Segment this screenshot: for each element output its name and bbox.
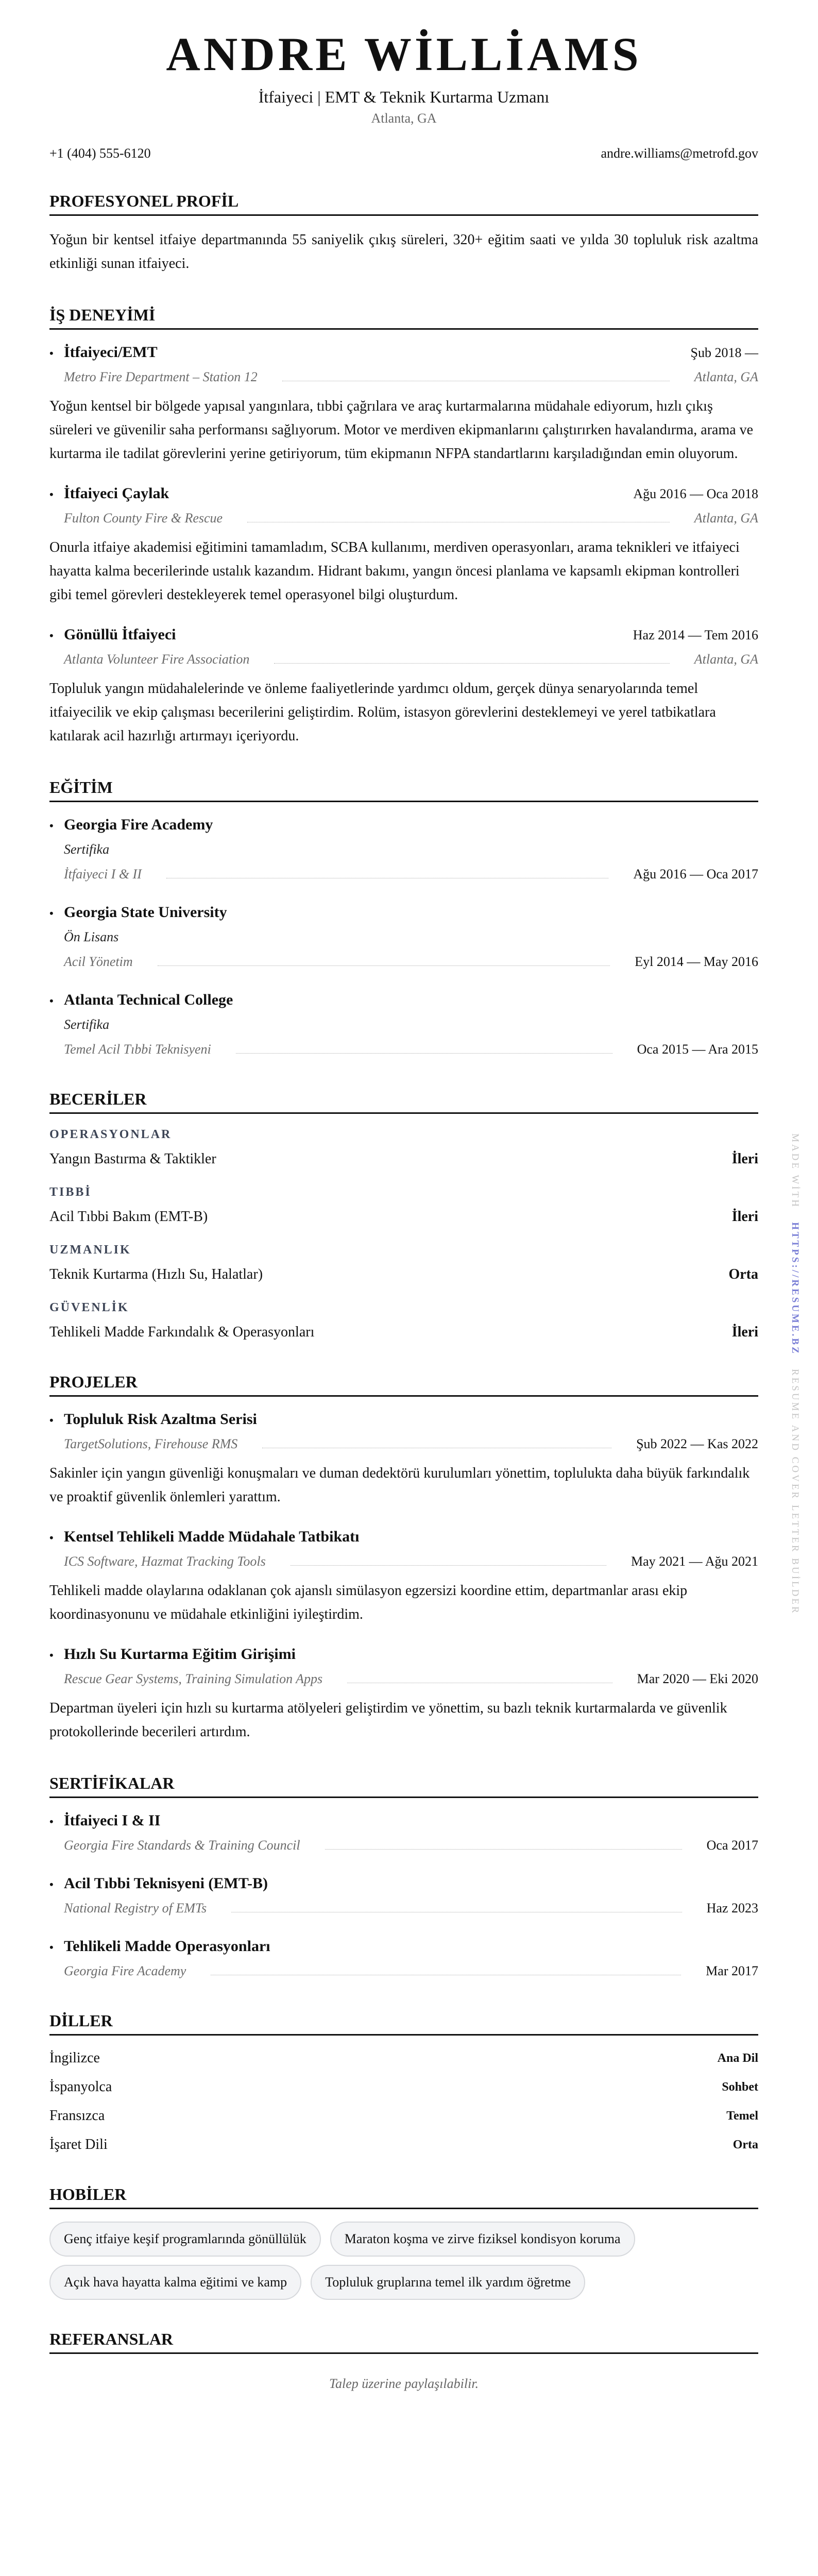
language-name: İspanyolca (49, 2079, 112, 2095)
field-of-study: İtfaiyeci I & II (64, 867, 142, 882)
company: Atlanta Volunteer Fire Association (64, 652, 250, 667)
location: Atlanta, GA (371, 111, 437, 126)
email[interactable]: andre.williams@metrofd.gov (601, 146, 758, 161)
degree: Sertifika (64, 1017, 110, 1032)
dates: May 2021 — Ağu 2021 (631, 1554, 758, 1569)
dates: Şub 2018 — (690, 345, 758, 360)
degree: Ön Lisans (64, 929, 119, 944)
project-tools: TargetSolutions, Firehouse RMS (64, 1436, 238, 1451)
project-entry (49, 1409, 758, 1509)
position-title: Gönüllü İtfaiyeci (64, 626, 176, 643)
project-title: Hızlı Su Kurtarma Eğitim Girişimi (64, 1646, 296, 1663)
language-row (49, 2134, 758, 2155)
dates: Haz 2014 — Tem 2016 (633, 628, 758, 642)
project-description: Sakinler için yangın güvenliği konuşmaları ve duman dedektörü kurulumları yönettim, toplulukta daha büyük farkındalık ve proaktif güvenlik önlemleri yarattım. (49, 1465, 750, 1505)
language-name: İngilizce (49, 2050, 100, 2066)
dotted-leader (274, 663, 669, 664)
bullet-icon: • (49, 629, 54, 642)
bullet-icon: • (49, 994, 54, 1007)
bullet-icon: • (49, 1815, 54, 1828)
certification-entry (49, 1936, 758, 1981)
project-entry (49, 1644, 758, 1744)
project-description: Departman üyeleri için hızlı su kurtarma atölyeleri geliştirdim ve yönettim, su bazlı teknik kurtarmalarda ve güvenlik protokollerinde becerileri artırdım. (49, 1700, 727, 1740)
experience-entry (49, 624, 758, 748)
dotted-leader (325, 1849, 682, 1850)
dotted-leader (291, 1565, 606, 1566)
job-location: Atlanta, GA (694, 652, 758, 667)
degree: Sertifika (64, 842, 110, 857)
dates: Eyl 2014 — May 2016 (635, 954, 758, 969)
language-row (49, 2077, 758, 2097)
section-heading-experience: İŞ DENEYİMİ (49, 304, 758, 330)
date: Haz 2023 (706, 1901, 758, 1916)
profile-summary: Yoğun bir kentsel itfaiye departmanında 55 saniyelik çıkış süreleri, 320+ eğitim saati ve yılda 30 topluluk risk azaltma etkinliği sunan itfaiyeci. (49, 232, 758, 272)
skill-category: GÜVENLİK (49, 1301, 129, 1314)
position-title: İtfaiyeci/EMT (64, 344, 158, 361)
experience-entry (49, 342, 758, 466)
issuer: Georgia Fire Academy (64, 1963, 186, 1978)
language-name: İşaret Dili (49, 2137, 108, 2153)
section-heading-profile: PROFESYONEL PROFİL (49, 191, 758, 216)
company: Fulton County Fire & Rescue (64, 511, 223, 526)
bullet-icon: • (49, 1649, 54, 1662)
certification-entry (49, 1873, 758, 1919)
language-row (49, 2048, 758, 2069)
education-entry (49, 990, 758, 1060)
section-heading-skills: BECERİLER (49, 1089, 758, 1114)
certification-entry (49, 1810, 758, 1856)
skill-level: Orta (728, 1266, 758, 1282)
job-description: Onurla itfaiye akademisi eğitimini tamamladım, SCBA kullanımı, merdiven operasyonları, arama teknikleri ve itfaiyeci hayatta kalma becerilerinde ustalık kazandım. Hidrant bakımı, yangın öncesi planlama ve kapsamlı ekipman kontrolleri gibi temel görevleri destekleyerek temel operasyonel bilgi oluşturdum. (49, 539, 740, 603)
language-level: Orta (732, 2138, 758, 2151)
education-entry (49, 815, 758, 885)
bullet-icon: • (49, 907, 54, 920)
project-title: Topluluk Risk Azaltma Serisi (64, 1411, 257, 1428)
project-title: Kentsel Tehlikeli Madde Müdahale Tatbikatı (64, 1528, 360, 1545)
bullet-icon: • (49, 819, 54, 832)
section-projects (49, 1371, 758, 1744)
job-description: Yoğun kentsel bir bölgede yapısal yangınlara, tıbbi çağrılara ve araç kurtarmalarına müdahale ediyorum, hızlı çıkış süreleri ve güvenilir saha performansı sağlıyorum. Motor ve merdiven ekipmanlarını çalıştırırken havalandırma, arama ve kurtarma ile tadilat görevlerini yerine getiriyorum, tüm ekipmanın NFPA standartlarını karşıladığından emin oluyorum. (49, 398, 754, 462)
skill-category: OPERASYONLAR (49, 1128, 172, 1141)
language-level: Ana Dil (717, 2052, 758, 2065)
section-heading-projects: PROJELER (49, 1371, 758, 1397)
section-certifications (49, 1773, 758, 1981)
dates: Ağu 2016 — Oca 2018 (633, 486, 758, 501)
skill-group (49, 1184, 758, 1227)
certification-title: Acil Tıbbi Teknisyeni (EMT-B) (64, 1875, 268, 1892)
section-education (49, 777, 758, 1060)
hobby-chip: Genç itfaiye keşif programlarında gönüllülük (49, 2222, 321, 2257)
watermark-prefix: MADE WİTH (790, 1133, 800, 1209)
section-references (49, 2329, 758, 2393)
education-entry (49, 902, 758, 972)
bullet-icon: • (49, 1941, 54, 1954)
section-heading-hobbies: HOBİLER (49, 2184, 758, 2209)
skill-group (49, 1126, 758, 1170)
watermark (787, 1133, 803, 1615)
language-row (49, 2106, 758, 2126)
phone[interactable]: +1 (404) 555-6120 (49, 146, 151, 161)
bullet-icon: • (49, 1531, 54, 1544)
skill-level: İleri (731, 1209, 758, 1225)
language-name: Fransızca (49, 2108, 105, 2124)
hobby-chip: Maraton koşma ve zirve fiziksel kondisyon koruma (330, 2222, 635, 2257)
school-name: Georgia Fire Academy (64, 816, 213, 833)
hobby-chip-row (49, 2265, 758, 2300)
dates: Mar 2020 — Eki 2020 (637, 1671, 758, 1686)
dotted-leader (158, 965, 610, 966)
language-level: Temel (726, 2109, 758, 2123)
section-heading-references: REFERANSLAR (49, 2329, 758, 2354)
section-languages (49, 2010, 758, 2155)
date: Oca 2017 (706, 1838, 758, 1853)
skill-group (49, 1299, 758, 1343)
job-location: Atlanta, GA (694, 511, 758, 526)
watermark-link[interactable]: HTTPS://RESUME.BZ (790, 1222, 800, 1355)
position-title: İtfaiyeci Çaylak (64, 485, 169, 502)
bullet-icon: • (49, 1878, 54, 1891)
experience-entry (49, 483, 758, 607)
section-hobbies (49, 2184, 758, 2300)
skill-name: Yangın Bastırma & Taktikler (49, 1151, 216, 1167)
certification-title: İtfaiyeci I & II (64, 1812, 161, 1829)
dotted-leader (236, 1053, 612, 1054)
bullet-icon: • (49, 347, 54, 360)
section-heading-languages: DİLLER (49, 2010, 758, 2036)
school-name: Atlanta Technical College (64, 991, 233, 1008)
hobby-chip: Açık hava hayatta kalma eğitimi ve kamp (49, 2265, 301, 2300)
candidate-name: ANDRE WİLLİAMS (166, 28, 642, 80)
references-note: Talep üzerine paylaşılabilir. (329, 2376, 479, 2391)
skill-group (49, 1242, 758, 1285)
bullet-icon: • (49, 488, 54, 501)
company: Metro Fire Department – Station 12 (64, 369, 258, 384)
bullet-icon: • (49, 1414, 54, 1427)
certification-title: Tehlikeli Madde Operasyonları (64, 1938, 270, 1955)
dates: Şub 2022 — Kas 2022 (636, 1436, 758, 1451)
school-name: Georgia State University (64, 904, 227, 921)
section-profile (49, 191, 758, 276)
job-description: Topluluk yangın müdahalelerinde ve önleme faaliyetlerinde yardımcı oldum, gerçek dünya senaryolarında temel itfaiyecilik ve ekip çalışması becerilerini geliştirdim. Rolüm, istasyon görevlerini desteklemeyi ve yerel tatbikatlara katılarak acil hazırlığı artırmayı içeriyordu. (49, 681, 716, 744)
skill-category: TIBBİ (49, 1185, 92, 1199)
dates: Oca 2015 — Ara 2015 (637, 1042, 758, 1057)
project-tools: Rescue Gear Systems, Training Simulation Apps (64, 1671, 323, 1686)
dates: Ağu 2016 — Oca 2017 (633, 867, 758, 882)
job-title: İtfaiyeci | EMT & Teknik Kurtarma Uzmanı (258, 88, 550, 106)
hobby-chip: Topluluk gruplarına temel ilk yardım öğretme (311, 2265, 585, 2300)
watermark-suffix: RESUME AND COVER LETTER BUİLDER (790, 1369, 800, 1615)
skill-category: UZMANLIK (49, 1243, 131, 1257)
section-experience (49, 304, 758, 748)
date: Mar 2017 (706, 1963, 758, 1978)
contact-row (49, 145, 758, 162)
job-location: Atlanta, GA (694, 369, 758, 384)
field-of-study: Acil Yönetim (64, 954, 133, 969)
skill-name: Teknik Kurtarma (Hızlı Su, Halatlar) (49, 1266, 263, 1282)
language-level: Sohbet (722, 2080, 758, 2094)
skill-level: İleri (731, 1324, 758, 1340)
section-heading-education: EĞİTİM (49, 777, 758, 802)
skill-level: İleri (731, 1151, 758, 1167)
hobby-chip-row (49, 2222, 758, 2257)
project-description: Tehlikeli madde olaylarına odaklanan çok ajanslı simülasyon egzersizi koordine ettim, departmanlar arası ekip koordinasyonunu ve müdahale etkinliğini iyileştirdim. (49, 1583, 688, 1622)
issuer: National Registry of EMTs (64, 1901, 207, 1916)
section-heading-certifications: SERTİFİKALAR (49, 1773, 758, 1798)
project-entry (49, 1527, 758, 1626)
skill-name: Acil Tıbbi Bakım (EMT-B) (49, 1209, 208, 1225)
skill-name: Tehlikeli Madde Farkındalık & Operasyonları (49, 1324, 315, 1340)
issuer: Georgia Fire Standards & Training Council (64, 1838, 300, 1853)
field-of-study: Temel Acil Tıbbi Teknisyeni (64, 1042, 211, 1057)
project-tools: ICS Software, Hazmat Tracking Tools (64, 1554, 266, 1569)
section-skills (49, 1089, 758, 1343)
